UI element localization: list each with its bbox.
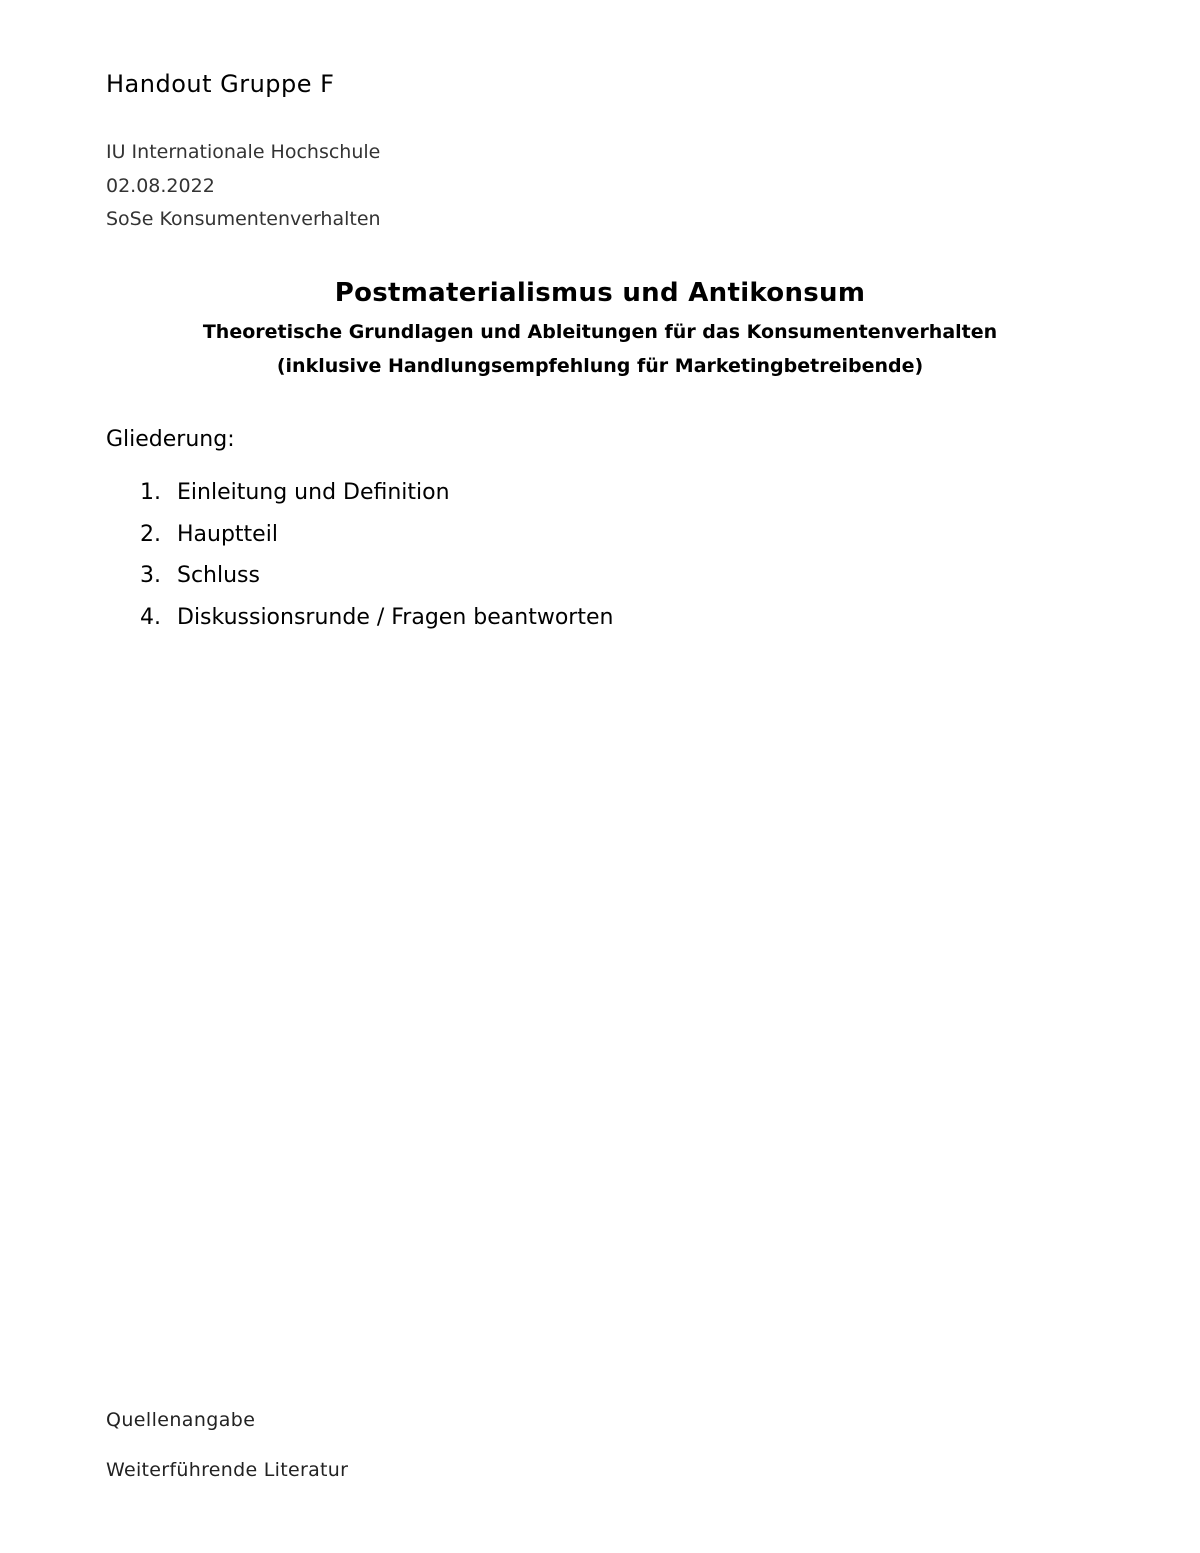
outline-list — [140, 480, 613, 646]
sources-heading: Quellenangabe — [106, 1409, 256, 1431]
outline-item-label: Schluss — [177, 563, 260, 588]
outline-item — [140, 605, 613, 647]
outline-item — [140, 563, 613, 605]
outline-item-number: 1. — [140, 480, 161, 505]
outline-item-number: 4. — [140, 604, 161, 630]
outline-item-label: Einleitung und Definition — [177, 480, 450, 505]
outline-item — [140, 480, 613, 522]
outline-item — [140, 522, 613, 564]
handout-title: Handout Gruppe F — [106, 70, 335, 98]
outline-heading: Gliederung: — [106, 427, 235, 452]
further-reading-heading: Weiterführende Literatur — [106, 1459, 349, 1481]
institution-name: IU Internationale Hochschule — [106, 141, 381, 163]
course-name: SoSe Konsumentenverhalten — [106, 208, 381, 230]
outline-item-label: Diskussionsrunde / Fragen beantworten — [177, 604, 614, 630]
outline-item-number: 2. — [140, 521, 161, 547]
outline-item-number: 3. — [140, 563, 161, 588]
document-title: Postmaterialismus und Antikonsum — [334, 278, 866, 308]
outline-item-label: Hauptteil — [177, 521, 278, 547]
document-subtitle-line-1: Theoretische Grundlagen und Ableitungen für das Konsumentenverhalten — [202, 321, 998, 343]
document-date: 02.08.2022 — [106, 175, 215, 197]
document-subtitle-line-2: (inklusive Handlungsempfehlung für Marketingbetreibende) — [276, 355, 924, 377]
